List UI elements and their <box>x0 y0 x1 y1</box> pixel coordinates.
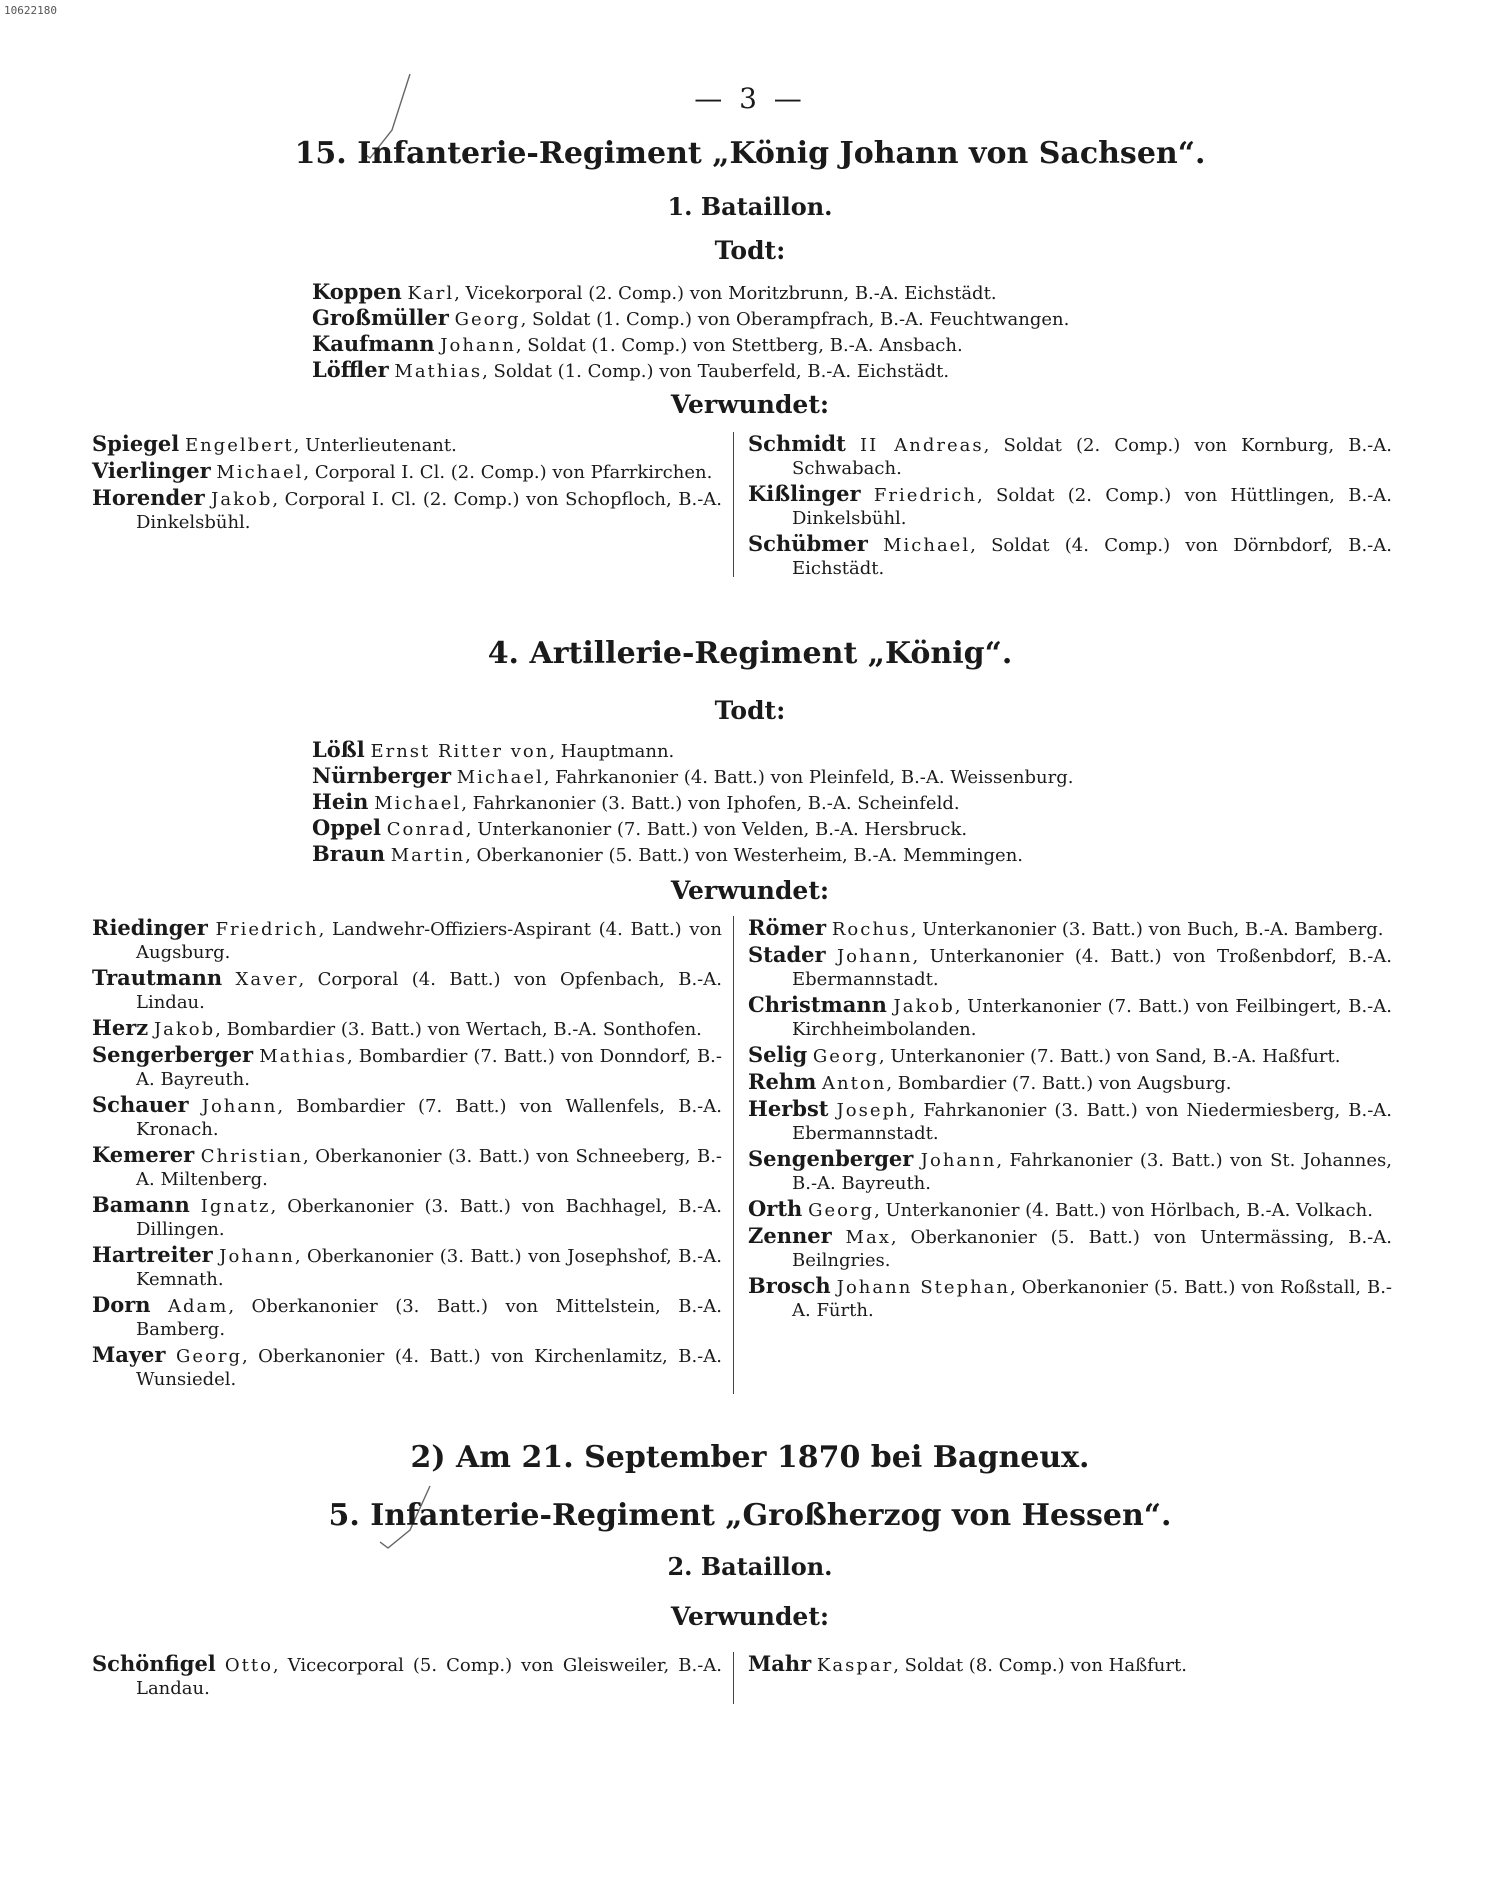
dead-heading: Todt: <box>714 236 786 265</box>
list-item: Selig Georg, Unterkanonier (7. Batt.) von Sand, B.-A. Haßfurt. <box>748 1042 1341 1067</box>
list-item: Sengerberger Mathias, Bombardier (7. Batt.) von Donndorf, B.-A. Bayreuth. <box>92 1042 722 1090</box>
page-number: — 3 — <box>694 82 806 115</box>
wounded-left-column <box>92 916 722 1393</box>
wounded-heading: Verwundet: <box>670 876 830 905</box>
archive-id: 10622180 <box>4 4 57 17</box>
list-item: Herbst Joseph, Fahrkanonier (3. Batt.) von Niedermiesberg, B.-A. Ebermannstadt. <box>748 1096 1392 1144</box>
list-item: Zenner Max, Oberkanonier (5. Batt.) von Untermässing, B.-A. Beilngries. <box>748 1223 1392 1271</box>
wounded-right-column <box>748 916 1392 1324</box>
wounded-heading: Verwundet: <box>670 390 830 419</box>
dead-heading: Todt: <box>714 696 786 725</box>
list-item: Hein Michael, Fahrkanonier (3. Batt.) von Iphofen, B.-A. Scheinfeld. <box>312 789 960 814</box>
regiment-heading: 15. Infanterie-Regiment „König Johann von Sachsen“. <box>294 136 1206 171</box>
list-item: Großmüller Georg, Soldat (1. Comp.) von Oberampfrach, B.-A. Feuchtwangen. <box>312 305 1070 330</box>
list-item: Schübmer Michael, Soldat (4. Comp.) von Dörnbdorf, B.-A. Eichstädt. <box>748 531 1392 579</box>
list-item: Herz Jakob, Bombardier (3. Batt.) von Wertach, B.-A. Sonthofen. <box>92 1015 702 1040</box>
wounded-left-column <box>92 432 722 536</box>
wounded-columns <box>92 432 1392 582</box>
wounded-left-column <box>92 1652 722 1702</box>
list-item: Kemerer Christian, Oberkanonier (3. Batt.) von Schneeberg, B.-A. Miltenberg. <box>92 1142 722 1190</box>
list-item: Dorn Adam, Oberkanonier (3. Batt.) von Mittelstein, B.-A. Bamberg. <box>92 1292 722 1340</box>
list-item: Brosch Johann Stephan, Oberkanonier (5. Batt.) von Roßstall, B.-A. Fürth. <box>748 1273 1392 1321</box>
list-item: Bamann Ignatz, Oberkanonier (3. Batt.) von Bachhagel, B.-A. Dillingen. <box>92 1192 722 1240</box>
regiment-heading: 5. Infanterie-Regiment „Großherzog von Hessen“. <box>328 1498 1172 1533</box>
list-item: Sengenberger Johann, Fahrkanonier (3. Batt.) von St. Johannes, B.-A. Bayreuth. <box>748 1146 1392 1194</box>
dead-list <box>312 738 1312 868</box>
list-item: Braun Martin, Oberkanonier (5. Batt.) von Westerheim, B.-A. Memmingen. <box>312 841 1024 866</box>
list-item: Spiegel Engelbert, Unterlieutenant. <box>92 431 457 456</box>
dead-list <box>312 280 1312 384</box>
list-item: Mahr Kaspar, Soldat (8. Comp.) von Haßfurt. <box>748 1651 1187 1676</box>
list-item: Riedinger Friedrich, Landwehr-Offiziers-Aspirant (4. Batt.) von Augsburg. <box>92 915 722 963</box>
list-item: Orth Georg, Unterkanonier (4. Batt.) von Hörlbach, B.-A. Volkach. <box>748 1196 1373 1221</box>
list-item: Trautmann Xaver, Corporal (4. Batt.) von Opfenbach, B.-A. Lindau. <box>92 965 722 1013</box>
list-item: Römer Rochus, Unterkanonier (3. Batt.) von Buch, B.-A. Bamberg. <box>748 915 1384 940</box>
list-item: Koppen Karl, Vicekorporal (2. Comp.) von Moritzbrunn, B.-A. Eichstädt. <box>312 279 997 304</box>
list-item: Lößl Ernst Ritter von, Hauptmann. <box>312 737 675 762</box>
list-item: Schauer Johann, Bombardier (7. Batt.) von Wallenfels, B.-A. Kronach. <box>92 1092 722 1140</box>
battalion-heading: 1. Bataillon. <box>667 192 833 221</box>
list-item: Mayer Georg, Oberkanonier (4. Batt.) von Kirchenlamitz, B.-A. Wunsiedel. <box>92 1342 722 1390</box>
list-item: Schönfigel Otto, Vicecorporal (5. Comp.) von Gleisweiler, B.-A. Landau. <box>92 1651 722 1699</box>
regiment-heading: 4. Artillerie-Regiment „König“. <box>487 636 1013 671</box>
list-item: Löffler Mathias, Soldat (1. Comp.) von Tauberfeld, B.-A. Eichstädt. <box>312 357 950 382</box>
list-item: Hartreiter Johann, Oberkanonier (3. Batt.) von Josephshof, B.-A. Kemnath. <box>92 1242 722 1290</box>
wounded-heading: Verwundet: <box>670 1602 830 1631</box>
wounded-columns <box>92 916 1392 1396</box>
list-item: Kaufmann Johann, Soldat (1. Comp.) von Stettberg, B.-A. Ansbach. <box>312 331 963 356</box>
list-item: Oppel Conrad, Unterkanonier (7. Batt.) von Velden, B.-A. Hersbruck. <box>312 815 968 840</box>
list-item: Stader Johann, Unterkanonier (4. Batt.) von Troßenbdorf, B.-A. Ebermannstadt. <box>748 942 1393 990</box>
wounded-right-column <box>748 432 1392 582</box>
list-item: Christmann Jakob, Unterkanonier (7. Batt.) von Feilbingert, B.-A. Kirchheimbolanden. <box>748 992 1392 1040</box>
list-item: Rehm Anton, Bombardier (7. Batt.) von Augsburg. <box>748 1069 1232 1094</box>
list-item: Vierlinger Michael, Corporal I. Cl. (2. Comp.) von Pfarrkirchen. <box>92 458 713 483</box>
date-heading: 2) Am 21. September 1870 bei Bagneux. <box>410 1440 1090 1475</box>
list-item: Nürnberger Michael, Fahrkanonier (4. Batt.) von Pleinfeld, B.-A. Weissenburg. <box>312 763 1074 788</box>
list-item: Schmidt II Andreas, Soldat (2. Comp.) von Kornburg, B.-A. Schwabach. <box>748 431 1392 479</box>
wounded-right-column <box>748 1652 1392 1679</box>
list-item: Kißlinger Friedrich, Soldat (2. Comp.) von Hüttlingen, B.-A. Dinkelsbühl. <box>748 481 1392 529</box>
list-item: Horender Jakob, Corporal I. Cl. (2. Comp.) von Schopfloch, B.-A. Dinkelsbühl. <box>92 485 722 533</box>
battalion-heading: 2. Bataillon. <box>667 1552 833 1581</box>
wounded-columns <box>92 1652 1392 1712</box>
